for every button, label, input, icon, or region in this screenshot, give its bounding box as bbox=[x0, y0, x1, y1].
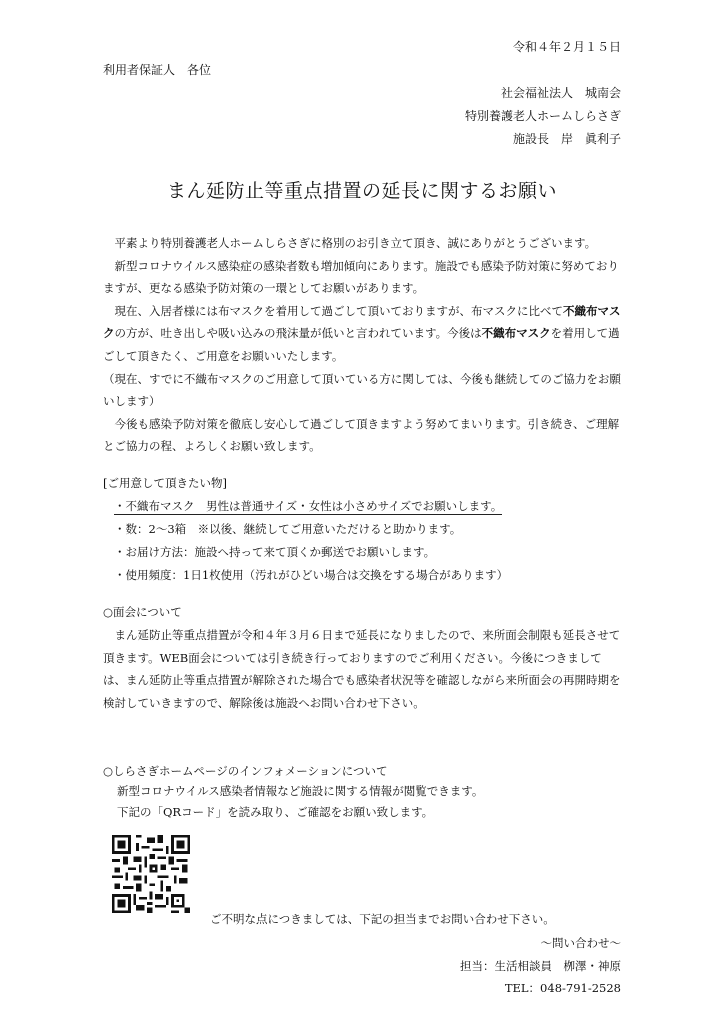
paragraph-note: （現在、すでに不織布マスクのご用意して頂いている方に関しては、今後も継続してのご協力をお願いします） bbox=[103, 371, 621, 409]
visit-section bbox=[103, 624, 623, 714]
contact-tel: TEL：048-791-2528 bbox=[504, 981, 621, 995]
paragraph-request bbox=[103, 300, 623, 368]
body-text bbox=[103, 232, 623, 458]
paragraph-closing: 今後も感染予防対策を徹底し安心して過ごして頂きますよう努めてまいります。引き続き、ご理解とご協力の程、よろしくお願い致します。 bbox=[103, 416, 620, 454]
sender-director: 施設長 岸 眞利子 bbox=[512, 132, 621, 146]
contact-note: ご不明な点につきましては、下記の担当までお問い合わせ下さい。 bbox=[210, 912, 555, 926]
visit-text: まん延防止等重点措置が令和４年３月６日まで延長になりましたので、来所面会制限も延長させて頂きます。WEB面会については引き続き行っておりますのでご利用ください。今後につきましては、まん延防止等重点措置が解除された場合でも感染者状況等を確認しながら来所面会の再開時期を検討していきますので、解除後は施設へお問い合わせ下さい。 bbox=[103, 628, 621, 710]
sender-facility: 特別養護老人ホームしらさぎ bbox=[464, 109, 621, 123]
document-title: まん延防止等重点措置の延長に関するお願い bbox=[166, 180, 557, 202]
request-text-d: を着用して過ごして頂きたく、ご用意をお願いいたします。 bbox=[103, 326, 620, 363]
prepare-heading: [ご用意して頂きたい物] bbox=[103, 476, 227, 490]
qr-code-icon[interactable] bbox=[112, 835, 190, 913]
prepare-item-quantity: ・数：2～3箱 ※以後、継続してご用意いただけると助かります。 bbox=[114, 522, 462, 536]
visit-heading: ○面会について bbox=[103, 605, 182, 619]
letter-date: 令和４年２月１５日 bbox=[512, 40, 621, 54]
paragraph-situation: 新型コロナウイルス感染症の感染者数も増加傾向にあります。施設でも感染予防対策に努めておりますが、更なる感染予防対策の一環としてお願いがあります。 bbox=[103, 258, 619, 296]
sender-org: 社会福祉法人 城南会 bbox=[500, 86, 621, 100]
website-line-1: 新型コロナウイルス感染者情報など施設に関する情報が閲覧できます。 bbox=[117, 784, 484, 798]
mask-term-2: 不織布マスク bbox=[481, 326, 551, 341]
prepare-item-mask-text: ・不織布マスク 男性は普通サイズ・女性は小さめサイズでお願いします。 bbox=[114, 499, 503, 513]
prepare-item-usage: ・使用頻度：1日1枚使用（汚れがひどい場合は交換をする場合があります） bbox=[114, 568, 509, 582]
request-text-c: の方が、吐き出しや吸い込みの飛沫量が低いと言われています。今後は bbox=[114, 326, 482, 341]
prepare-item-delivery: ・お届け方法：施設へ持って来て頂くか郵送でお願いします。 bbox=[114, 545, 436, 559]
website-heading: ○しらさぎホームページのインフォメーションについて bbox=[103, 764, 388, 778]
website-line-2: 下記の「QRコード」を読み取り、ご確認をお願い致します。 bbox=[117, 805, 434, 819]
mask-term-1: 不織布マスク bbox=[103, 303, 621, 341]
prepare-item-mask bbox=[114, 498, 502, 514]
paragraph-greeting: 平素より特別養護老人ホームしらさぎに格別のお引き立て頂き、誠にありがとうございます。 bbox=[114, 236, 597, 250]
contact-heading: ～問い合わせ～ bbox=[540, 936, 621, 950]
request-text-a: 現在、入居者様には布マスクを着用して過ごして頂いておりますが、布マスクに比べて bbox=[114, 303, 563, 318]
addressee: 利用者保証人 各位 bbox=[103, 63, 212, 77]
contact-person: 担当：生活相談員 栁澤・神原 bbox=[460, 959, 621, 973]
